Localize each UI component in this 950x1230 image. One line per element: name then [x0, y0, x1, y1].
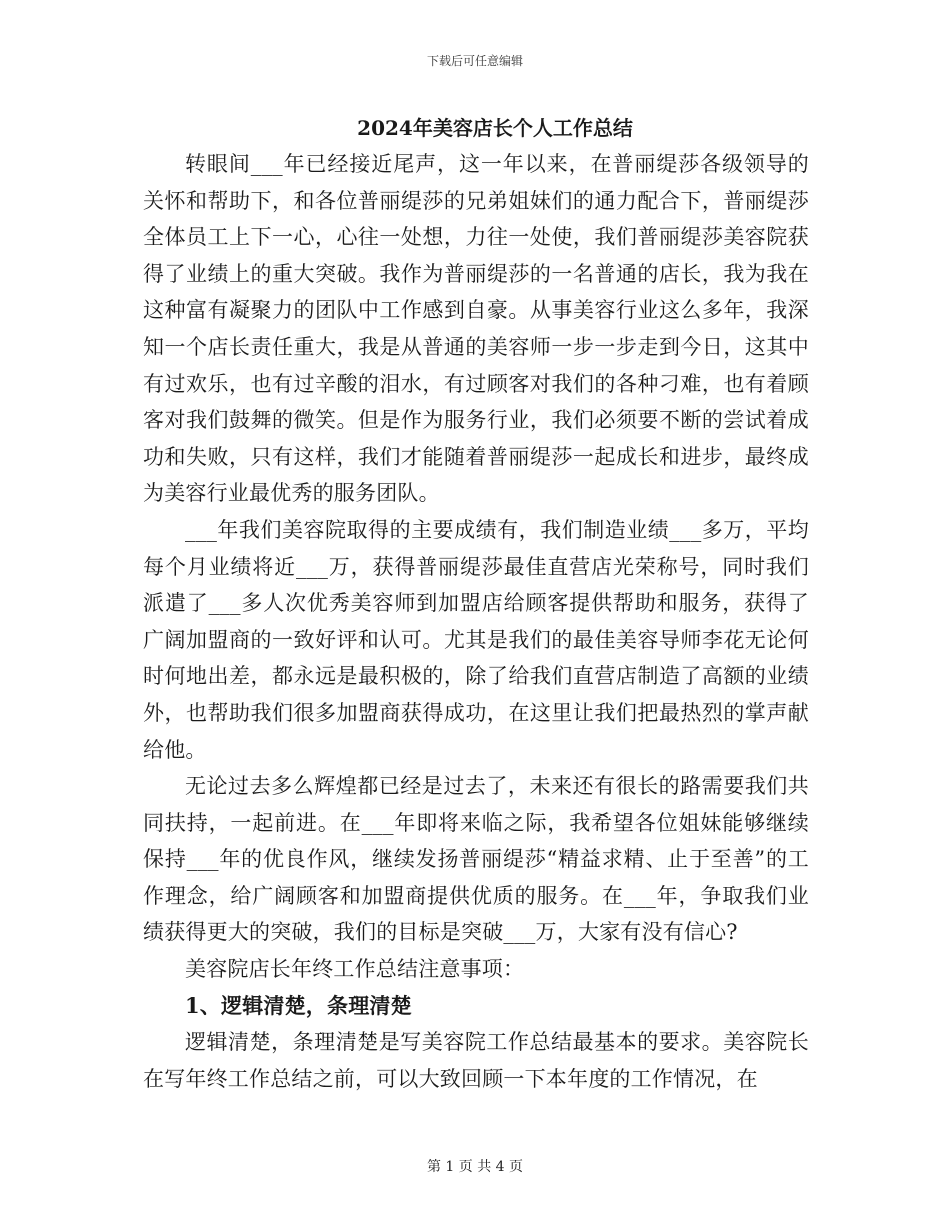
page-number: 第 1 页 共 4 页 — [426, 1159, 524, 1175]
body-paragraph: 无论过去多么辉煌都已经是过去了，未来还有很长的路需要我们共同扶持，一起前进。在___年即将来临之际，我希望各位姐妹能够继续保持___年的优良作风，继续发扬普丽缇莎“精益求精、止于至善”的工作理念，给广阔顾客和加盟商提供优质的服务。在___年，争取我们业绩获得更大的突破，我们的目标是突破___万，大家有没有信心? — [143, 774, 809, 945]
body-paragraph: 逻辑清楚，条理清楚是写美容院工作总结最基本的要求。美容院长在写年终工作总结之前，可以大致回顾一下本年度的工作情况，在 — [143, 1030, 809, 1091]
body-paragraph: ___年我们美容院取得的主要成绩有，我们制造业绩___多万，平均每个月业绩将近___万，获得普丽缇莎最佳直营店光荣称号，同时我们派遣了___多人次优秀美容师到加盟店给顾客提供帮助和服务，获得了广阔加盟商的一致好评和认可。尤其是我们的最佳美容导师李花无论何时何地出差，都永远是最积极的，除了给我们直营店制造了高额的业绩外，也帮助我们很多加盟商获得成功，在这里让我们把最热烈的掌声献给他。 — [143, 517, 809, 762]
section-heading: 1、逻辑清楚，条理清楚 — [185, 992, 412, 1018]
document-body — [143, 146, 809, 1097]
body-paragraph: 转眼间___年已经接近尾声，这一年以来，在普丽缇莎各级领导的关怀和帮助下，和各位普丽缇莎的兄弟姐妹们的通力配合下，普丽缇莎全体员工上下一心，心往一处想，力往一处使，我们普丽缇莎美容院获得了业绩上的重大突破。我作为普丽缇莎的一名普通的店长，我为我在这种富有凝聚力的团队中工作感到自豪。从事美容行业这么多年，我深知一个店长责任重大，我是从普通的美容师一步一步走到今日，这其中有过欢乐，也有过辛酸的泪水，有过顾客对我们的各种刁难，也有着顾客对我们鼓舞的微笑。但是作为服务行业，我们必须要不断的尝试着成功和失败，只有这样，我们才能随着普丽缇莎一起成长和进步，最终成为美容行业最优秀的服务团队。 — [143, 152, 809, 506]
document-title: 2024年美容店长个人工作总结 — [357, 116, 633, 140]
body-paragraph: 美容院店长年终工作总结注意事项： — [185, 957, 525, 982]
page-header: 下载后可任意编辑 — [426, 54, 523, 68]
